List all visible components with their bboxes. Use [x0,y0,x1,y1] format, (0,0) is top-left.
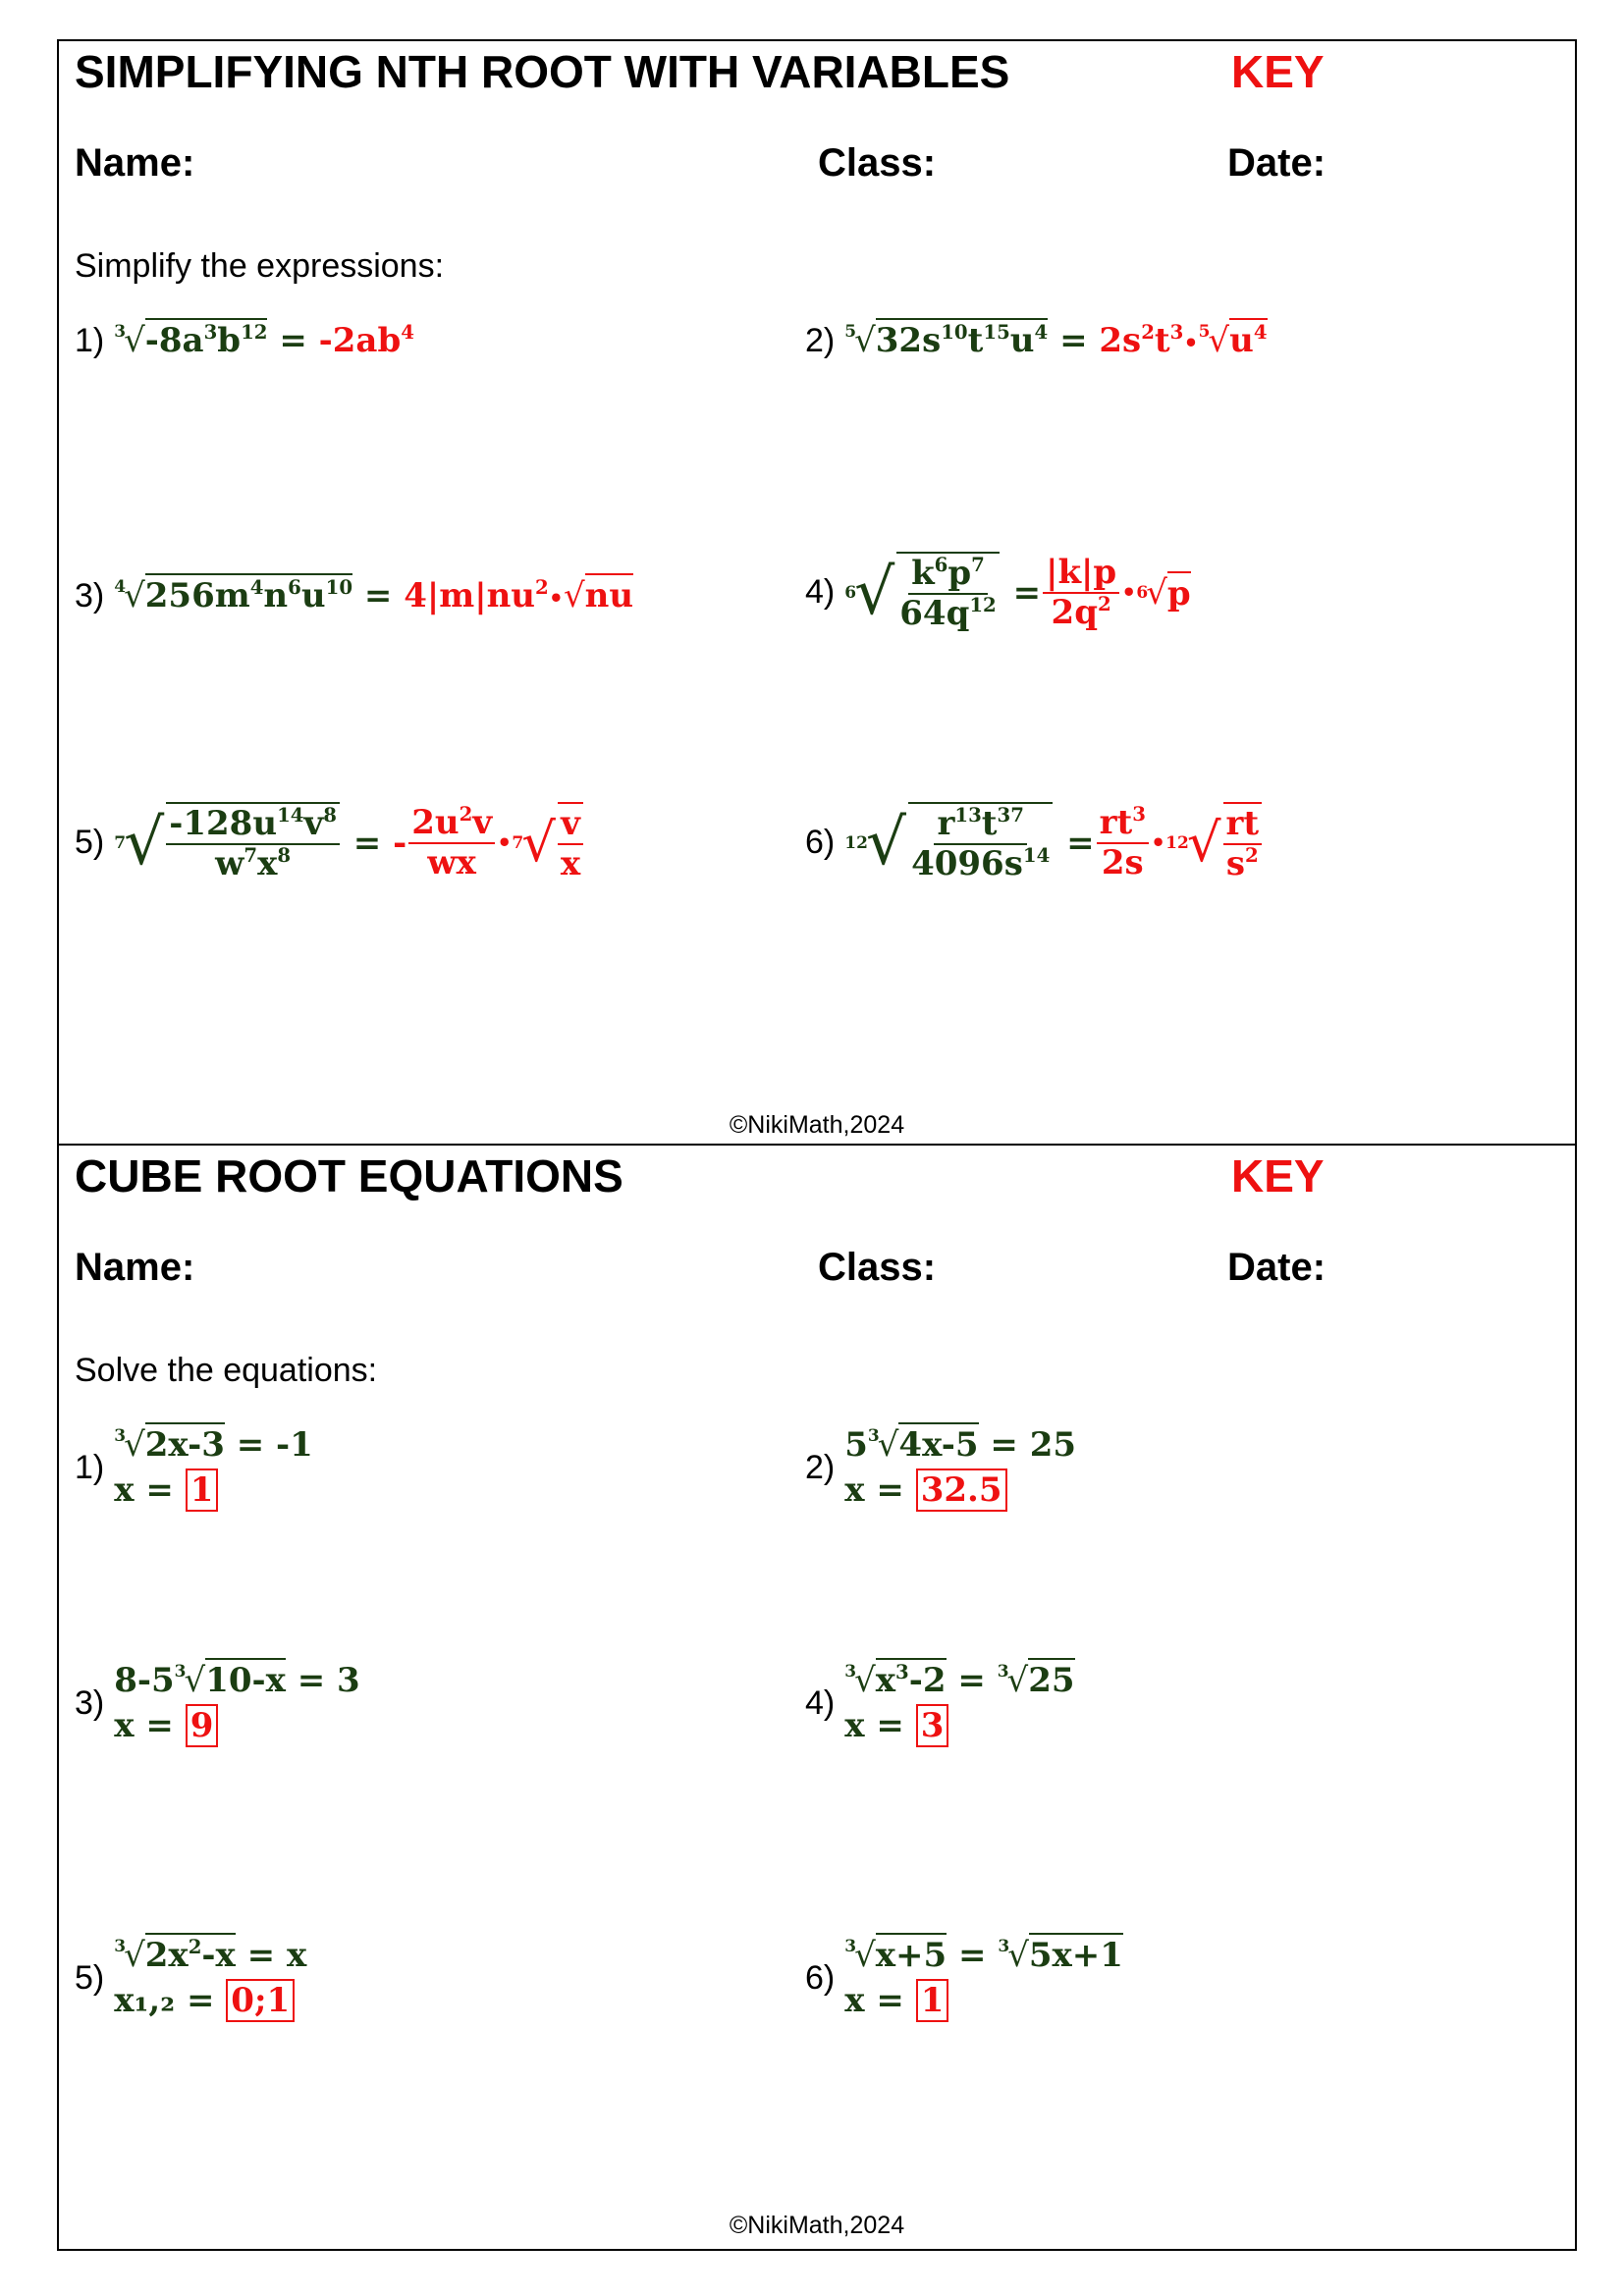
answer-box: 1 [916,1979,949,2022]
problem-answer: $-2ab^4$ [306,320,414,360]
equation-4 [805,1659,1075,1749]
problem-expression: 6 √ $\frac{k^6p^7}{64q^{12}}$ = [844,553,1042,634]
equation: $5^3√4x-5 = 25$ [844,1423,1076,1468]
problem-expression: 7 √ $\frac{-128u^{14}v^8}{w^7x^8}$ = [114,803,382,884]
equation: $^3√x^3-2 = ^3√25$ [844,1659,1074,1704]
problem-number: 5) [75,1959,105,1998]
date-label: Date: [1227,1246,1326,1289]
solution: x = 3 [844,1704,1074,1749]
problem-number: 1) [75,321,105,359]
problem-number: 3) [75,576,105,614]
answer-box: 0;1 [226,1979,295,2022]
equation: $^3$√x+5 = $^3$√5x+1 [844,1934,1123,1979]
equation-6 [805,1934,1123,2024]
equation: $^3√2x^2-x = x$ [114,1934,306,1979]
problem-1 [75,321,414,360]
copyright: ©NikiMath,2024 [729,1111,905,1139]
problem-number: 5) [75,824,105,862]
problem-answer: $2s^2t^3•^5√u^4$ [1088,321,1268,360]
problem-number: 3) [75,1684,105,1723]
problem-6 [805,802,1264,883]
problem-number: 6) [805,1959,836,1998]
problem-number: 4) [805,1684,836,1723]
worksheet-simplifying [57,39,1577,1146]
equation: $8-5^3√10-x = 3$ [114,1659,359,1704]
answer-box: 1 [186,1468,219,1512]
problem-answer: $\frac{|k|p}{2q^2}$ • 6 √ p [1041,554,1191,632]
problem-number: 6) [805,824,836,862]
problem-number: 2) [805,1449,836,1487]
name-label: Name: [75,1246,195,1289]
section-title: SIMPLIFYING NTH ROOT WITH VARIABLES [75,46,1010,97]
problem-5 [75,802,585,883]
problem-2 [805,321,1268,360]
solution: x₁,₂ = 0;1 [114,1979,306,2024]
class-label: Class: [818,1246,937,1289]
problem-answer: - $\frac{2u^2v}{wx}$ • 7 √ $\frac{v}{x}$ [381,802,585,883]
section-title: CUBE ROOT EQUATIONS [75,1150,623,1201]
solution: x = 9 [114,1704,359,1749]
date-label: Date: [1227,141,1326,185]
answer-box: 9 [186,1704,219,1747]
copyright: ©NikiMath,2024 [729,2212,905,2239]
class-label: Class: [818,141,937,185]
equation-3 [75,1659,360,1749]
equation: $^3$√2x-3 = -1 [114,1423,313,1468]
solution: x = 1 [844,1979,1123,2024]
key-label: KEY [1231,46,1325,97]
problem-number: 2) [805,321,836,359]
solution: x = 32.5 [844,1468,1076,1514]
problem-answer: $4|m|nu^2•√nu$ [392,576,633,615]
solution: x = 1 [114,1468,313,1514]
worksheet-cube-root [57,1144,1577,2251]
answer-box: 3 [916,1704,949,1747]
instruction: Solve the equations: [75,1352,378,1389]
problem-number: 4) [805,573,836,612]
key-label: KEY [1231,1150,1325,1201]
problem-4 [805,552,1191,633]
problem-expression: $^4√256m^4n^6u^{10}$ = [114,576,392,615]
problem-number: 1) [75,1449,105,1487]
problem-3 [75,576,633,615]
answer-box: 32.5 [916,1468,1007,1512]
instruction: Simplify the expressions: [75,247,445,285]
problem-expression: $^3√-8a^3b^{12}$ = [114,321,307,360]
equation-5 [75,1934,306,2024]
equation-1 [75,1423,313,1514]
name-label: Name: [75,141,195,185]
problem-expression: $^5√32s^{10}t^{15}u^4$ = [844,321,1087,360]
equation-2 [805,1423,1076,1514]
problem-answer: $\frac{rt^3}{2s}$ • 12 √ $\frac{rt}{s^2}$ [1095,802,1265,883]
problem-expression: 12 √ $\frac{r^{13}t^{37}}{4096s^{14}}$ = [844,803,1095,884]
